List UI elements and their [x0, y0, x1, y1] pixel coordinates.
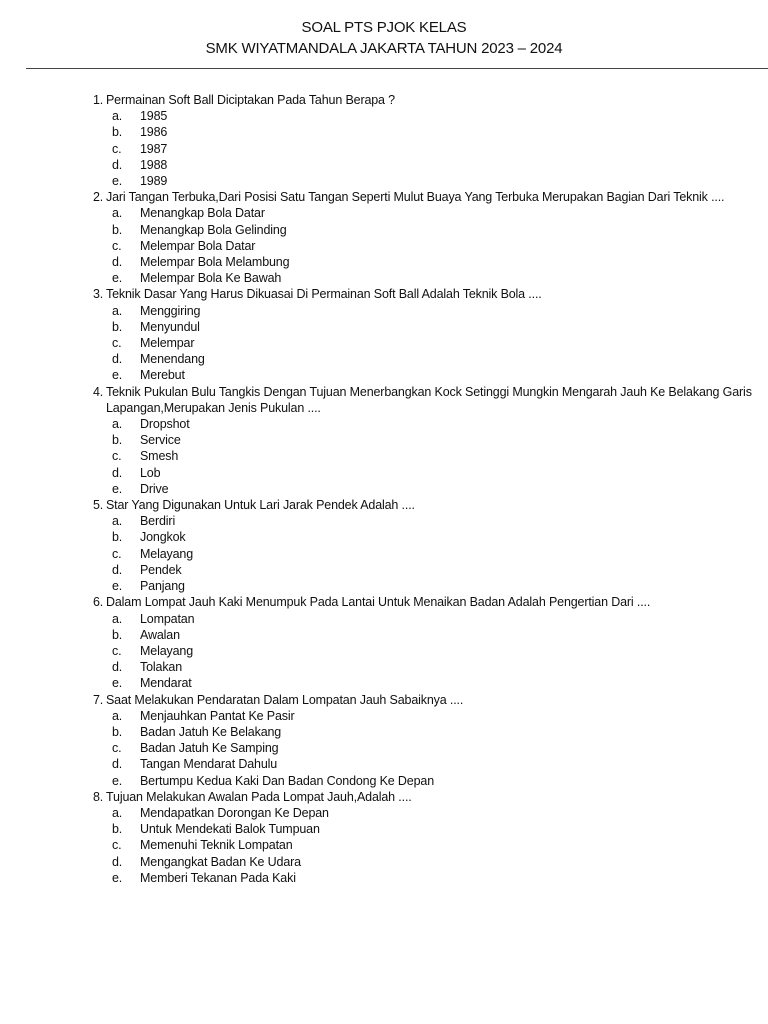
option-letter: b. — [112, 125, 123, 140]
option-letter: d. — [112, 757, 123, 772]
question-item — [93, 692, 753, 789]
option-letter: b. — [112, 724, 123, 739]
answer-option — [93, 805, 753, 821]
option-letter: c. — [112, 449, 122, 464]
answer-option — [93, 481, 753, 497]
question-number: 8. — [93, 789, 104, 804]
option-letter: a. — [112, 611, 123, 626]
option-list — [93, 513, 753, 594]
answer-option — [93, 351, 753, 367]
option-list — [93, 611, 753, 692]
question-item — [93, 92, 753, 189]
question-stem — [93, 497, 753, 513]
answer-option — [93, 627, 753, 643]
answer-option — [93, 870, 753, 886]
answer-option — [93, 708, 753, 724]
answer-option — [93, 319, 753, 335]
question-text: Saat Melakukan Pendaratan Dalam Lompatan Jauh Sabaiknya .... — [106, 692, 464, 707]
option-letter: c. — [112, 336, 122, 351]
answer-option — [93, 724, 753, 740]
option-text: Memberi Tekanan Pada Kaki — [140, 870, 296, 885]
option-letter: a. — [112, 805, 123, 820]
question-stem — [93, 286, 753, 302]
question-item — [93, 497, 753, 594]
option-letter: b. — [112, 433, 123, 448]
option-text: Mendarat — [140, 676, 192, 691]
question-item — [93, 384, 753, 497]
option-list — [93, 416, 753, 497]
option-text: Menangkap Bola Datar — [140, 206, 265, 221]
option-letter: c. — [112, 546, 122, 561]
answer-option — [93, 659, 753, 675]
option-text: Jongkok — [140, 530, 186, 545]
option-text: Service — [140, 433, 181, 448]
option-letter: c. — [112, 838, 122, 853]
option-letter: a. — [112, 514, 123, 529]
answer-option — [93, 578, 753, 594]
option-list — [93, 303, 753, 384]
option-letter: d. — [112, 660, 123, 675]
option-text: Untuk Mendekati Balok Tumpuan — [140, 822, 320, 837]
question-text: Dalam Lompat Jauh Kaki Menumpuk Pada Lantai Untuk Menaikan Badan Adalah Pengertian Dari .... — [106, 595, 651, 610]
option-text: Awalan — [140, 627, 180, 642]
option-text: Smesh — [140, 449, 179, 464]
answer-option — [93, 157, 753, 173]
option-letter: d. — [112, 255, 123, 270]
option-letter: e. — [112, 773, 123, 788]
option-text: 1985 — [140, 109, 168, 124]
question-text: Permainan Soft Ball Diciptakan Pada Tahun Berapa ? — [106, 93, 395, 107]
question-number: 3. — [93, 287, 104, 302]
answer-option — [93, 205, 753, 221]
option-text: Menendang — [140, 352, 205, 367]
option-text: Melempar Bola Datar — [140, 238, 256, 253]
option-text: Melempar Bola Ke Bawah — [140, 271, 282, 286]
answer-option — [93, 821, 753, 837]
question-item — [93, 789, 753, 886]
question-stem — [93, 594, 753, 610]
option-letter: c. — [112, 741, 122, 756]
answer-option — [93, 529, 753, 545]
option-list — [93, 205, 753, 286]
option-text: Badan Jatuh Ke Samping — [140, 741, 279, 756]
option-letter: b. — [112, 319, 123, 334]
option-letter: e. — [112, 579, 123, 594]
option-text: Menjauhkan Pantat Ke Pasir — [140, 708, 295, 723]
question-item — [93, 286, 753, 383]
option-letter: a. — [112, 708, 123, 723]
answer-option — [93, 432, 753, 448]
answer-option — [93, 108, 753, 124]
answer-option — [93, 837, 753, 853]
option-letter: a. — [112, 206, 123, 221]
option-letter: e. — [112, 870, 123, 885]
answer-option — [93, 254, 753, 270]
question-text: Star Yang Digunakan Untuk Lari Jarak Pendek Adalah .... — [106, 498, 415, 513]
option-text: Badan Jatuh Ke Belakang — [140, 724, 282, 739]
answer-option — [93, 270, 753, 286]
question-number: 6. — [93, 595, 104, 610]
question-number: 5. — [93, 498, 104, 513]
question-list — [93, 92, 753, 886]
option-text: Melayang — [140, 546, 193, 561]
answer-option — [93, 173, 753, 189]
option-text: Memenuhi Teknik Lompatan — [140, 838, 293, 853]
option-letter: e. — [112, 676, 123, 691]
answer-option — [93, 740, 753, 756]
answer-option — [93, 611, 753, 627]
answer-option — [93, 756, 753, 772]
option-text: Melempar — [140, 336, 195, 351]
option-list — [93, 108, 753, 189]
option-letter: b. — [112, 530, 123, 545]
option-letter: e. — [112, 271, 123, 286]
header-divider — [26, 68, 768, 69]
answer-option — [93, 335, 753, 351]
option-letter: d. — [112, 352, 123, 367]
question-number: 2. — [93, 190, 104, 205]
answer-option — [93, 643, 753, 659]
answer-option — [93, 238, 753, 254]
option-text: Menangkap Bola Gelinding — [140, 222, 287, 237]
question-stem — [93, 692, 753, 708]
question-text: Jari Tangan Terbuka,Dari Posisi Satu Tangan Seperti Mulut Buaya Yang Terbuka Merupakan Bagian Dari Teknik .... — [106, 190, 725, 205]
option-list — [93, 708, 753, 789]
answer-option — [93, 546, 753, 562]
option-letter: c. — [112, 238, 122, 253]
option-letter: b. — [112, 627, 123, 642]
answer-option — [93, 773, 753, 789]
answer-option — [93, 562, 753, 578]
option-text: Berdiri — [140, 514, 176, 529]
option-list — [93, 805, 753, 886]
option-letter: e. — [112, 174, 123, 189]
question-stem — [93, 189, 753, 205]
option-letter: d. — [112, 854, 123, 869]
answer-option — [93, 448, 753, 464]
option-text: Lob — [140, 465, 161, 480]
answer-option — [93, 141, 753, 157]
question-item — [93, 189, 753, 286]
option-text: Panjang — [140, 579, 185, 594]
option-letter: b. — [112, 822, 123, 837]
question-number: 7. — [93, 692, 104, 707]
option-text: Melempar Bola Melambung — [140, 255, 290, 270]
option-letter: a. — [112, 417, 123, 432]
question-stem — [93, 92, 753, 108]
option-text: Bertumpu Kedua Kaki Dan Badan Condong Ke Depan — [140, 773, 435, 788]
option-text: Mendapatkan Dorongan Ke Depan — [140, 805, 329, 820]
option-letter: e. — [112, 368, 123, 383]
question-text: Teknik Dasar Yang Harus Dikuasai Di Permainan Soft Ball Adalah Teknik Bola .... — [106, 287, 542, 302]
option-text: 1988 — [140, 157, 168, 172]
question-stem — [93, 384, 753, 416]
question-item — [93, 594, 753, 691]
option-letter: b. — [112, 222, 123, 237]
header-title-line-1: SOAL PTS PJOK KELAS — [301, 19, 467, 36]
option-text: 1989 — [140, 174, 168, 189]
option-text: Dropshot — [140, 417, 190, 432]
document-header — [0, 17, 768, 59]
option-letter: c. — [112, 141, 122, 156]
option-letter: c. — [112, 643, 122, 658]
question-text: Teknik Pukulan Bulu Tangkis Dengan Tujuan Menerbangkan Kock Setinggi Mungkin Mengarah Jauh Ke Belakang Garis Lapangan,Merupakan Jenis Pukulan .... — [106, 384, 752, 415]
question-number: 1. — [93, 93, 104, 107]
option-letter: d. — [112, 157, 123, 172]
option-text: 1987 — [140, 141, 168, 156]
option-letter: d. — [112, 465, 123, 480]
option-text: Menggiring — [140, 303, 201, 318]
question-stem — [93, 789, 753, 805]
option-text: Tangan Mendarat Dahulu — [140, 757, 278, 772]
option-letter: a. — [112, 109, 123, 124]
header-title-line-2: SMK WIYATMANDALA JAKARTA TAHUN 2023 – 2024 — [205, 40, 563, 57]
option-text: Merebut — [140, 368, 185, 383]
option-text: Melayang — [140, 643, 193, 658]
answer-option — [93, 367, 753, 383]
question-text: Tujuan Melakukan Awalan Pada Lompat Jauh,Adalah .... — [106, 789, 412, 804]
answer-option — [93, 465, 753, 481]
answer-option — [93, 124, 753, 140]
option-text: Mengangkat Badan Ke Udara — [140, 854, 301, 869]
option-letter: e. — [112, 481, 123, 496]
answer-option — [93, 854, 753, 870]
option-text: Tolakan — [140, 660, 183, 675]
option-text: Menyundul — [140, 319, 200, 334]
answer-option — [93, 675, 753, 691]
option-text: Pendek — [140, 562, 182, 577]
option-text: 1986 — [140, 125, 168, 140]
option-text: Drive — [140, 481, 169, 496]
option-letter: a. — [112, 303, 123, 318]
option-text: Lompatan — [140, 611, 195, 626]
answer-option — [93, 303, 753, 319]
option-letter: d. — [112, 562, 123, 577]
answer-option — [93, 513, 753, 529]
answer-option — [93, 222, 753, 238]
answer-option — [93, 416, 753, 432]
question-number: 4. — [93, 384, 104, 399]
